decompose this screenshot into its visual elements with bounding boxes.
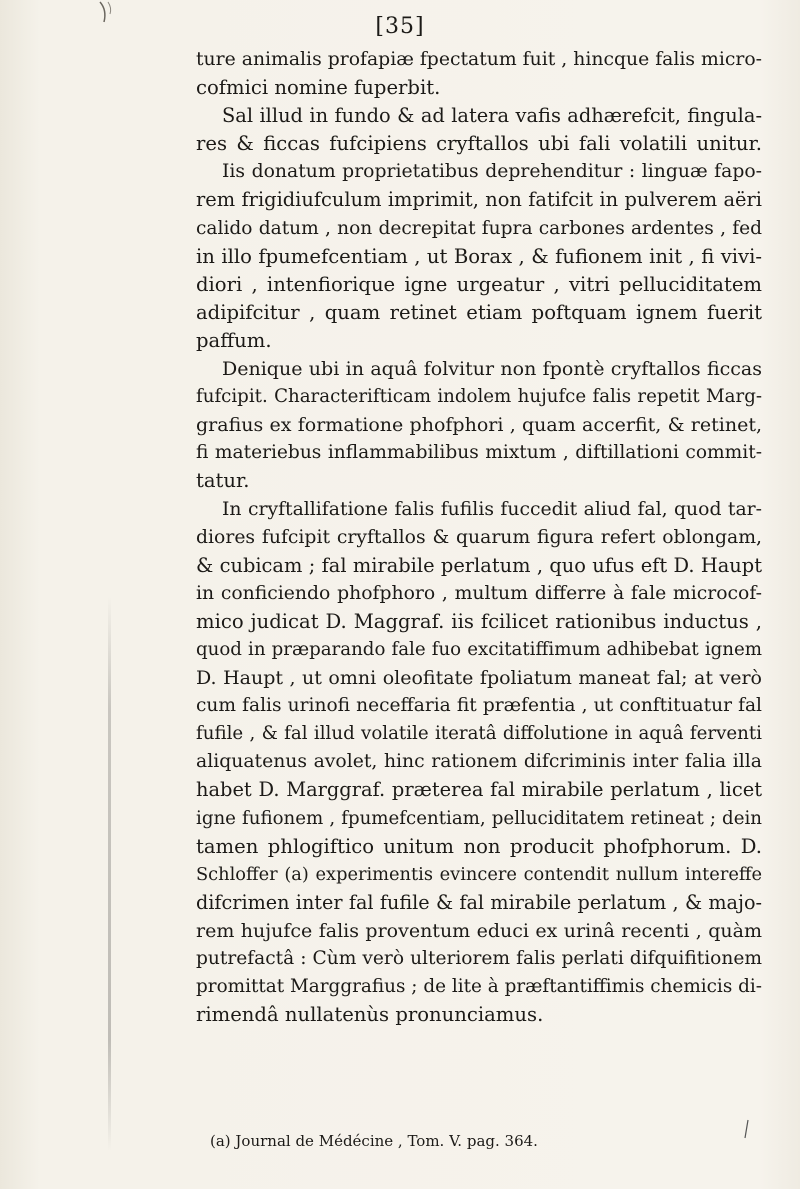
page-edge-shadow xyxy=(108,596,111,1151)
text-line: in conficiendo phofphoro , multum differre à fale microcof- xyxy=(196,582,762,604)
text-line: difcrimen inter fal fufile & fal mirabile perlatum , & majo- xyxy=(196,890,762,914)
page-number: [35] xyxy=(375,14,425,39)
text-line: aliquatenus avolet, hinc rationem difcriminis inter falia illa xyxy=(196,751,762,773)
text-line: rem frigidiufculum imprimit, non fatifcit in pulverem aëri xyxy=(196,188,762,212)
text-line: fufcipit. Characterifticam indolem hujufce falis repetit Marg- xyxy=(196,386,762,408)
text-line: promittat Marggrafius ; de lite à præftantiffimis chemicis di- xyxy=(196,976,762,998)
text-line: cofmici nomine fuperbit. xyxy=(196,76,441,100)
ink-mark-decoration xyxy=(742,1118,752,1142)
body-text xyxy=(196,46,762,1029)
text-line: igne fufionem , fpumefcentiam, pelluciditatem retineat ; dein xyxy=(196,807,762,829)
text-line: tatur. xyxy=(196,469,250,493)
text-line: Schloffer (a) experimentis evincere contendit nullum intereffe xyxy=(196,863,762,885)
text-line: diori , intenfiorique igne urgeatur , vitri pelluciditatem xyxy=(196,272,762,296)
text-line: quod in præparando fale fuo excitatiffimum adhibebat ignem xyxy=(196,638,762,660)
text-line: ture animalis profapiæ fpectatum fuit , hincque falis micro- xyxy=(196,49,762,70)
text-line: mico judicat D. Maggraf. iis fcilicet rationibus inductus , xyxy=(196,609,762,633)
text-line: & cubicam ; fal mirabile perlatum , quo ufus eft D. Haupt xyxy=(196,553,762,577)
text-line: grafius ex formatione phofphori , quam accerfit, & retinet, xyxy=(196,414,762,437)
text-line: res & ficcas fufcipiens cryftallos ubi fali volatili unitur. xyxy=(196,132,762,156)
text-line: Iis donatum proprietatibus deprehenditur : linguæ fapo- xyxy=(222,161,762,183)
text-line: calido datum , non decrepitat fupra carbones ardentes , fed xyxy=(196,217,762,239)
text-line: putrefactâ : Cùm verò ulteriorem falis perlati difquifitionem xyxy=(196,948,762,969)
text-line: rem hujufce falis proventum educi ex urinâ recenti , quàm xyxy=(196,919,762,942)
text-line: fufile , & fal illud volatile iteratâ diffolutione in aquâ ferventi xyxy=(196,723,762,745)
text-line: in illo fpumefcentiam , ut Borax , & fufionem init , fi vivi- xyxy=(196,244,762,268)
text-line: fi materiebus inflammabilibus mixtum , diftillationi commit- xyxy=(196,442,762,464)
text-line: habet D. Marggraf. præterea fal mirabile perlatum , licet xyxy=(196,778,762,802)
footnote: (a) Journal de Médécine , Tom. V. pag. 364. xyxy=(210,1132,538,1150)
text-line: adipifcitur , quam retinet etiam poftquam ignem fuerit xyxy=(196,300,762,324)
text-line: diores fufcipit cryftallos & quarum figura refert oblongam, xyxy=(196,526,762,548)
text-line: paffum. xyxy=(196,328,272,352)
text-line: tamen phlogiftico unitum non producit phofphorum. D. xyxy=(196,834,762,858)
text-line: Denique ubi in aquâ folvitur non fpontè cryftallos ficcas xyxy=(222,358,762,381)
text-line: rimendâ nullatenùs pronunciamus. xyxy=(196,1003,544,1027)
text-line: cum falis urinofi neceffaria fit præfentia , ut conftituatur fal xyxy=(196,695,762,717)
text-line: In cryftallifatione falis fufilis fuccedit aliud fal, quod tar- xyxy=(222,498,762,520)
text-line: Sal illud in fundo & ad latera vafis adhærefcit, fingula- xyxy=(222,104,762,128)
text-line: D. Haupt , ut omni oleofitate fpoliatum maneat fal; at verò xyxy=(196,667,762,690)
